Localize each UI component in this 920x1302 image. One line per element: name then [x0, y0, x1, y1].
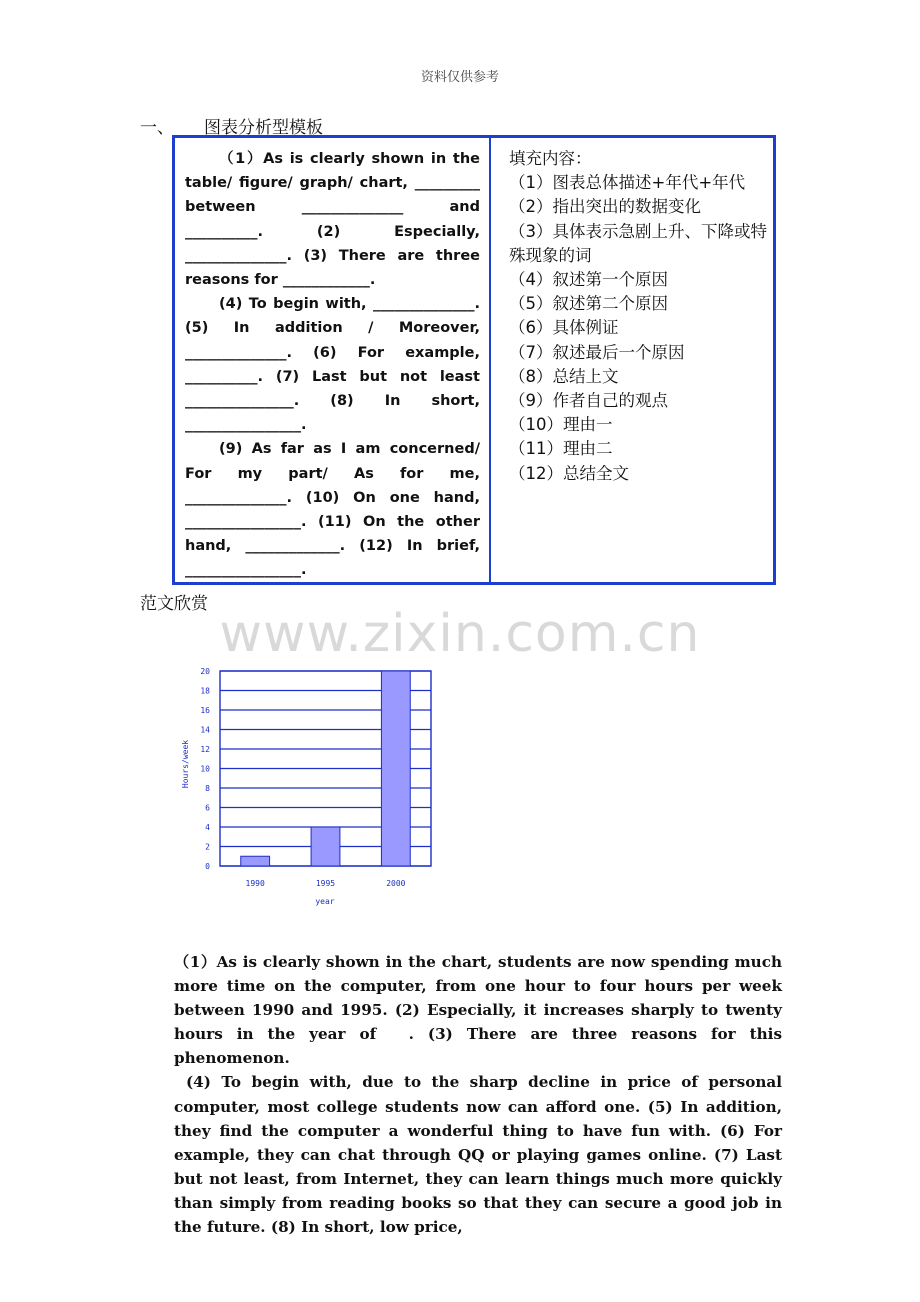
bar — [241, 856, 270, 866]
header-note: 资料仅供参考 — [420, 70, 499, 85]
fill-item: （9）作者自己的观点 — [509, 391, 668, 411]
y-tick-label: 12 — [200, 745, 210, 754]
x-tick-label: 1995 — [315, 879, 336, 888]
fill-item: （12）总结全文 — [509, 463, 629, 483]
template-paragraph-1: （1）As is clearly shown in the table/ figure/ graph/ chart, _________ between ______________ and __________. (2) Especially, ______________. (3) There are three reasons for ____________. — [185, 151, 480, 289]
template-english-column — [175, 138, 491, 582]
y-tick-label: 8 — [205, 784, 210, 793]
y-tick-label: 18 — [200, 686, 210, 696]
fill-item: （1）图表总体描述+年代+年代 — [509, 173, 746, 193]
fill-item: （2）指出突出的数据变化 — [509, 197, 701, 217]
template-table — [172, 135, 776, 585]
y-tick-label: 10 — [200, 764, 210, 774]
section-title: 图表分析型模板 — [204, 118, 323, 138]
fill-item: （10）理由一 — [509, 415, 613, 435]
bar-chart — [170, 660, 450, 910]
sample-essay — [174, 950, 782, 1239]
bar — [381, 671, 410, 866]
chart-x-ticks — [246, 879, 406, 888]
fill-item: （5）叙述第二个原因 — [509, 294, 668, 314]
y-tick-label: 2 — [205, 842, 210, 852]
x-axis-label: year — [315, 897, 335, 906]
template-paragraph-2: (4) To begin with, ______________. (5) In addition / Moreover, ______________. (6) For example, __________. (7) Last but not least _______________. (8) In short, ________________. — [185, 296, 480, 434]
fill-item: （3）具体表示急剧上升、下降或特殊现象的词 — [509, 221, 767, 265]
essay-paragraph-2: (4) To begin with, due to the sharp decline in price of personal computer, most college students now can afford one. (5) In addition, they find the computer a wonderful thing to have fun with. (6) For example, they can chat through QQ or playing games online. (7) Last but not least, from Internet, they can learn things much more quickly than simply from reading books so that they can secure a good job in the future. (8) In short, low price, — [174, 1073, 782, 1237]
sample-heading: 范文欣赏 — [140, 594, 208, 614]
bar — [311, 827, 340, 866]
fill-item: （6）具体例证 — [509, 318, 619, 338]
y-tick-label: 14 — [200, 725, 210, 735]
y-tick-label: 4 — [205, 823, 210, 832]
watermark: www.zixin.com.cn — [219, 604, 701, 664]
fill-item: （4）叙述第一个原因 — [509, 270, 668, 290]
essay-paragraph-1: （1）As is clearly shown in the chart, students are now spending much more time on the computer, from one hour to four hours per week between 1990 and 1995. (2) Especially, it increases sharply to twenty hours in the year of . (3) There are three reasons for this phenomenon. — [174, 953, 782, 1068]
section-number: 一、 — [140, 118, 174, 138]
chart-y-ticks — [200, 667, 210, 871]
template-paragraph-3: (9) As far as I am concerned/ For my part/ As for me, ______________. (10) On one hand, ________________. (11) On the other hand, _____________. (12) In brief, ________________. — [185, 441, 480, 579]
x-tick-label: 1990 — [245, 879, 265, 888]
fill-item: （7）叙述最后一个原因 — [509, 342, 685, 362]
y-tick-label: 0 — [205, 862, 210, 871]
y-tick-label: 6 — [205, 803, 210, 813]
y-tick-label: 16 — [200, 706, 210, 715]
y-tick-label: 20 — [200, 667, 210, 676]
y-axis-label: Hours/week — [181, 739, 190, 789]
x-tick-label: 2000 — [386, 879, 406, 888]
template-fill-column — [491, 138, 773, 582]
fill-item: （11）理由二 — [509, 439, 613, 459]
fill-item: （8）总结上文 — [509, 366, 619, 386]
fill-heading: 填充内容： — [509, 149, 592, 168]
